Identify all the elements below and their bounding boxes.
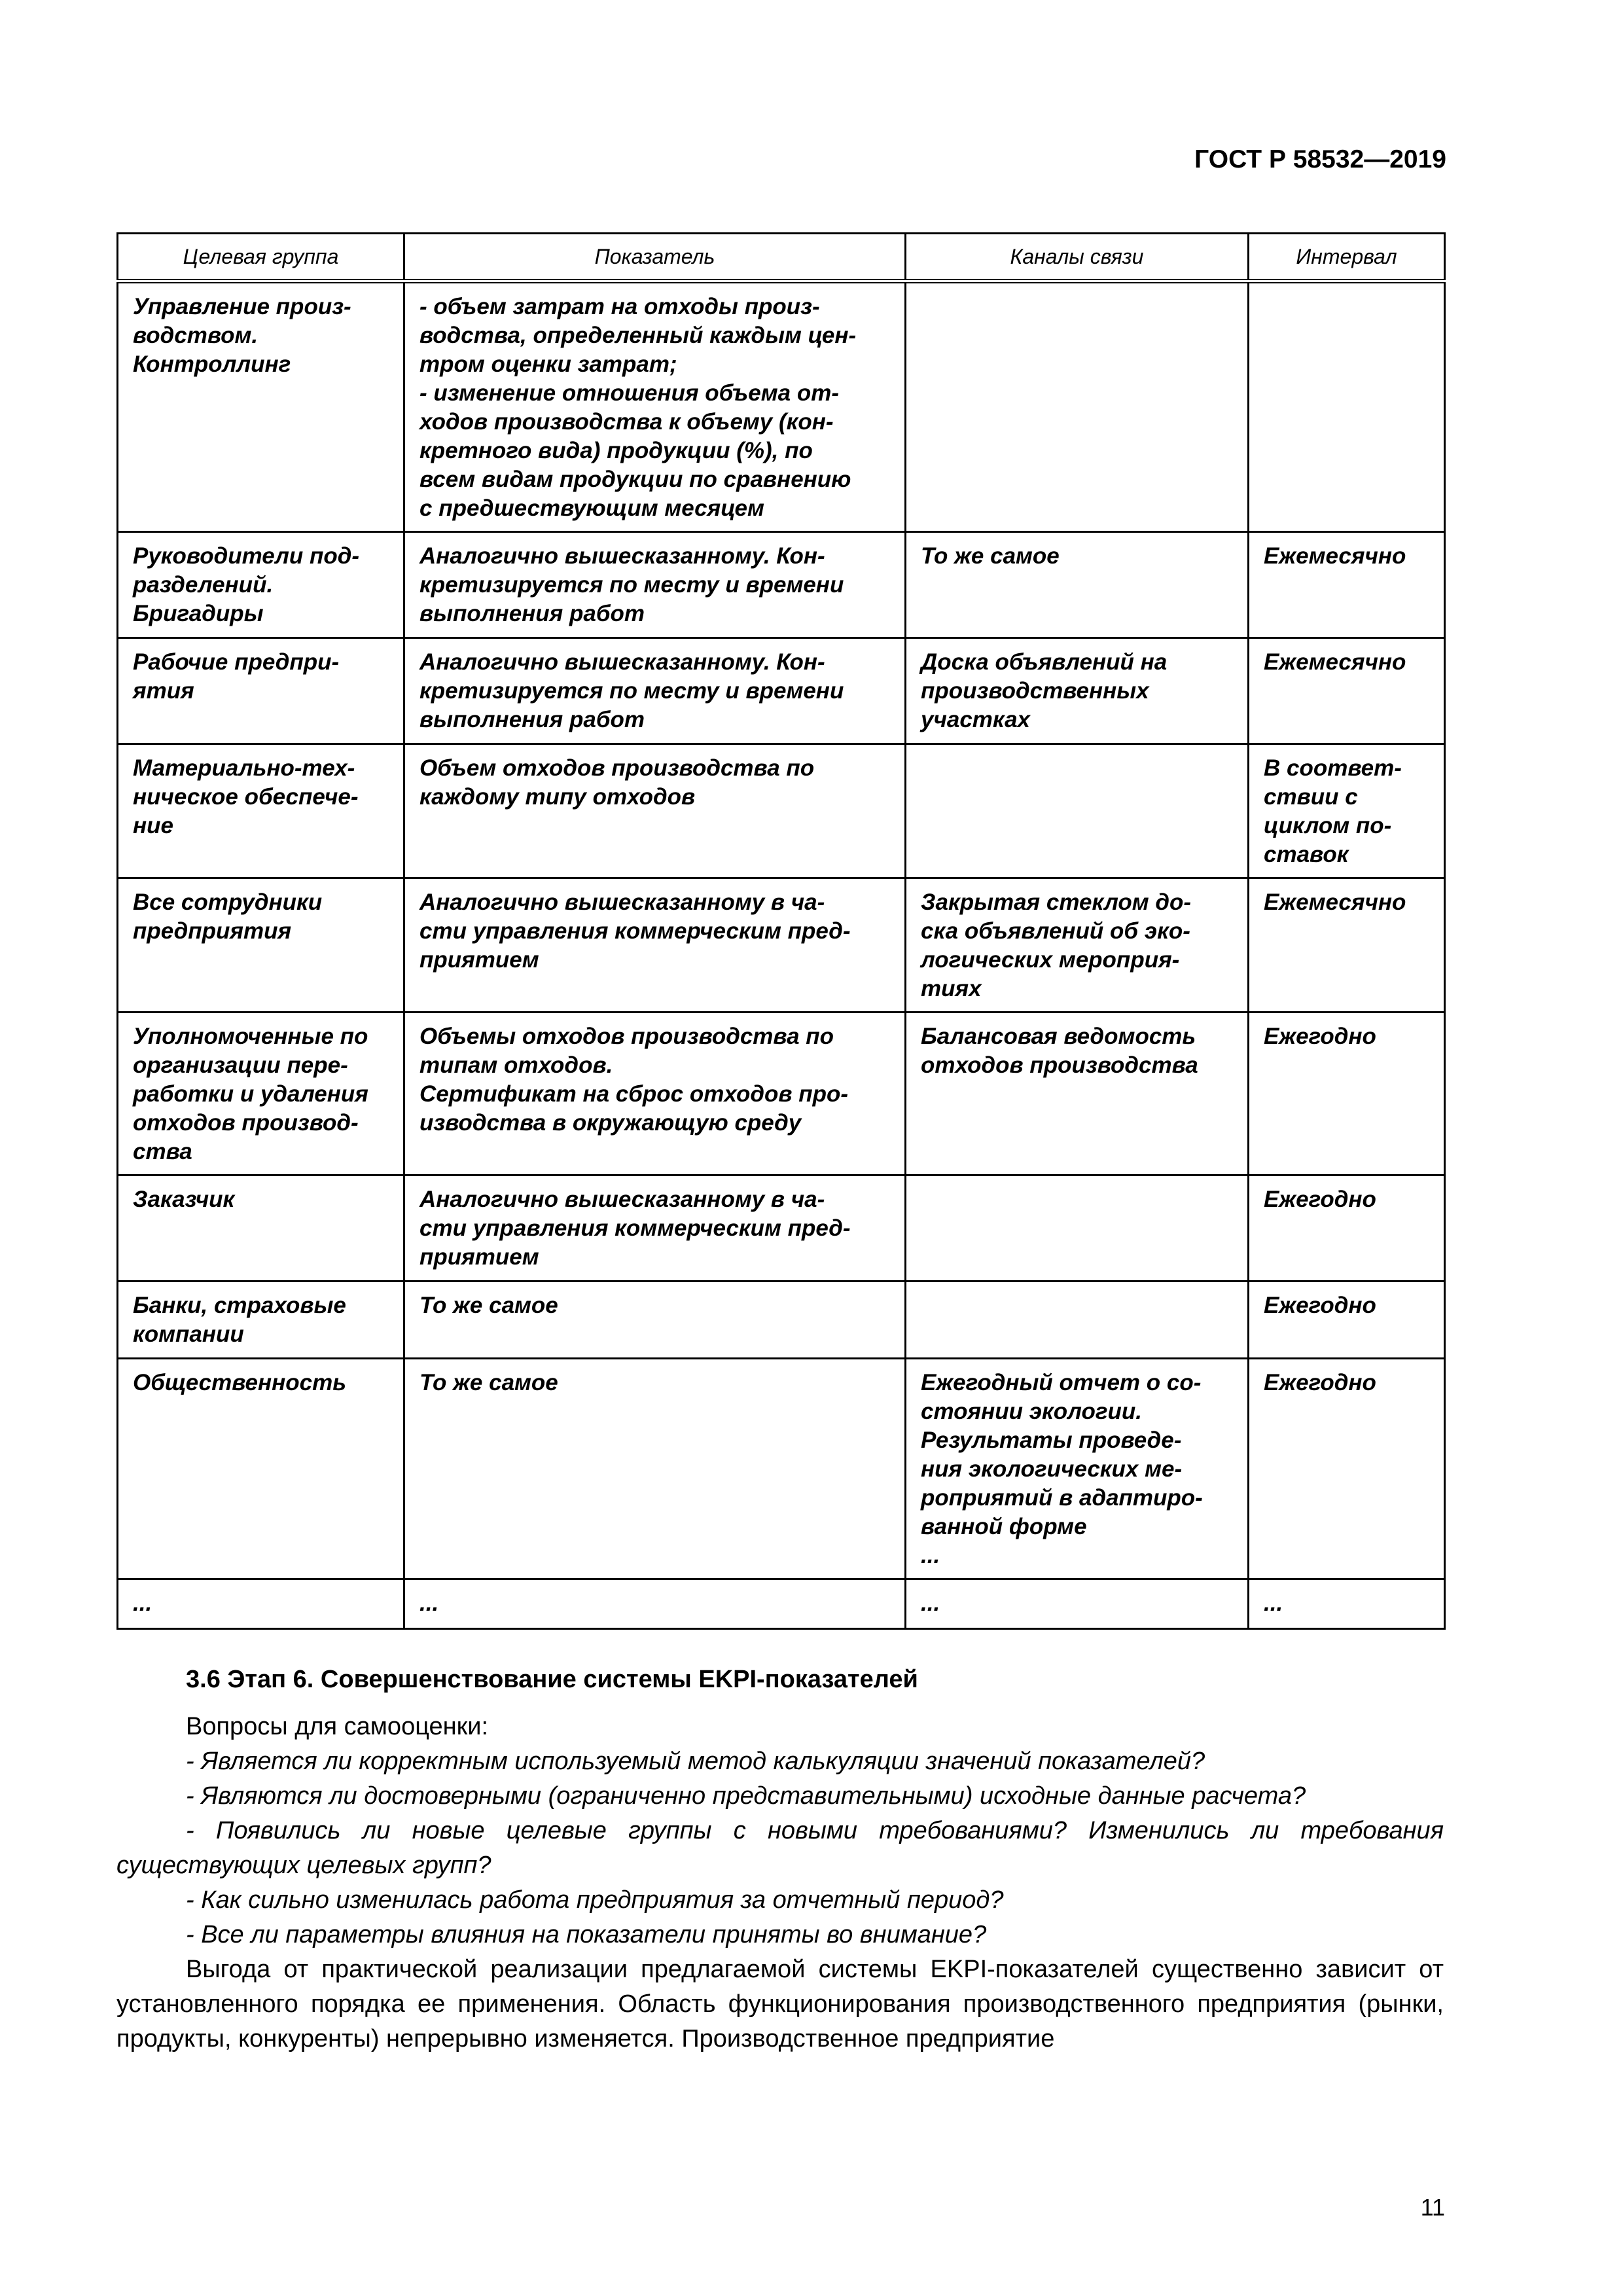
cell-interval: Ежегодно (1249, 1282, 1445, 1359)
cell-interval (1249, 281, 1445, 532)
column-header-interval: Интервал (1249, 234, 1445, 281)
cell-indicator: То же самое (404, 1282, 906, 1359)
cell-indicator: Аналогично вышесказанному. Кон- кретизируется по месту и времени выполнения работ (404, 638, 906, 744)
self-assessment-intro: Вопросы для самооценки: (186, 1713, 489, 1740)
ekpi-table (116, 232, 1446, 1630)
page-number: 11 (1420, 2194, 1445, 2221)
cell-channels: Балансовая ведомость отходов производства (906, 1013, 1249, 1175)
cell-channels: Ежегодный отчет о со- стоянии экологии. Результаты проведе- ния экологических ме- роприятий в адаптиро- ванной форме ... (906, 1359, 1249, 1579)
question-item: - Являются ли достоверными (ограниченно представительными) исходные данные расчета? (186, 1782, 1306, 1810)
section-body (116, 1710, 1444, 2056)
table-header-row (118, 234, 1445, 281)
cell-interval: В соответ- ствии с циклом по- ставок (1249, 744, 1445, 878)
cell-interval: Ежегодно (1249, 1359, 1445, 1579)
cell-indicator: Аналогично вышесказанному. Кон- кретизируется по месту и времени выполнения работ (404, 532, 906, 638)
cell-group: Материально-тех- ническое обеспече- ние (118, 744, 404, 878)
cell-channels (906, 1175, 1249, 1282)
table-row (118, 744, 1445, 878)
cell-indicator: ... (404, 1579, 906, 1629)
question-item: - Появились ли новые целевые группы с новыми требованиями? Изменились ли требования существующих целевых групп? (116, 1817, 1444, 1879)
cell-group: Управление произ- водством. Контроллинг (118, 281, 404, 532)
cell-group: Рабочие предпри- ятия (118, 638, 404, 744)
column-header-channels: Каналы связи (906, 234, 1249, 281)
table-row (118, 1013, 1445, 1175)
question-item: - Является ли корректным используемый метод калькуляции значений показателей? (186, 1748, 1205, 1775)
document-code: ГОСТ Р 58532—2019 (1194, 145, 1446, 173)
table-row (118, 281, 1445, 532)
cell-group: Заказчик (118, 1175, 404, 1282)
section-title: 3.6 Этап 6. Совершенствование системы EKPI-показателей (186, 1666, 918, 1693)
cell-channels: Доска объявлений на производственных участках (906, 638, 1249, 744)
cell-channels: Закрытая стеклом до- ска объявлений об эко- логических мероприя- тиях (906, 878, 1249, 1013)
cell-group: Общественность (118, 1359, 404, 1579)
cell-group: Уполномоченные по организации пере- работки и удаления отходов производ- ства (118, 1013, 404, 1175)
cell-indicator: Объемы отходов производства по типам отходов. Сертификат на сброс отходов про- изводства в окружающую среду (404, 1013, 906, 1175)
cell-interval: Ежемесячно (1249, 638, 1445, 744)
table-row (118, 1282, 1445, 1359)
cell-channels: ... (906, 1579, 1249, 1629)
body-paragraph: Выгода от практической реализации предлагаемой системы EKPI-показателей существенно зависит от установленного порядка ее применения. Область функционирования производственного предприятия (рынки, продукты, конкуренты) непрерывно изменяется. Производственное предприятие (116, 1956, 1444, 2053)
table-row (118, 1359, 1445, 1579)
table-row (118, 638, 1445, 744)
cell-group: Все сотрудники предприятия (118, 878, 404, 1013)
cell-interval: Ежегодно (1249, 1013, 1445, 1175)
cell-interval: Ежемесячно (1249, 532, 1445, 638)
cell-indicator: То же самое (404, 1359, 906, 1579)
cell-indicator: Аналогично вышесказанному в ча- сти управления коммерческим пред- приятием (404, 878, 906, 1013)
table-row (118, 1175, 1445, 1282)
cell-channels: То же самое (906, 532, 1249, 638)
column-header-indicator: Показатель (404, 234, 906, 281)
cell-indicator: - объем затрат на отходы произ- водства, определенный каждым цен- тром оценки затрат; - изменение отношения объема от- ходов производства к объему (кон- кретного вида) продукции (%), по всем видам продукции по сравнению с предшествующим месяцем (404, 281, 906, 532)
question-item: - Как сильно изменилась работа предприятия за отчетный период? (186, 1886, 1004, 1914)
cell-interval: Ежегодно (1249, 1175, 1445, 1282)
cell-interval: ... (1249, 1579, 1445, 1629)
table-row (118, 1579, 1445, 1629)
cell-group: Банки, страховые компании (118, 1282, 404, 1359)
cell-channels (906, 1282, 1249, 1359)
table-row (118, 878, 1445, 1013)
table-row (118, 532, 1445, 638)
cell-channels (906, 281, 1249, 532)
cell-interval: Ежемесячно (1249, 878, 1445, 1013)
cell-channels (906, 744, 1249, 878)
cell-indicator: Объем отходов производства по каждому типу отходов (404, 744, 906, 878)
cell-group: ... (118, 1579, 404, 1629)
cell-group: Руководители под- разделений. Бригадиры (118, 532, 404, 638)
cell-indicator: Аналогично вышесказанному в ча- сти управления коммерческим пред- приятием (404, 1175, 906, 1282)
column-header-group: Целевая группа (118, 234, 404, 281)
question-item: - Все ли параметры влияния на показатели приняты во внимание? (186, 1921, 987, 1948)
